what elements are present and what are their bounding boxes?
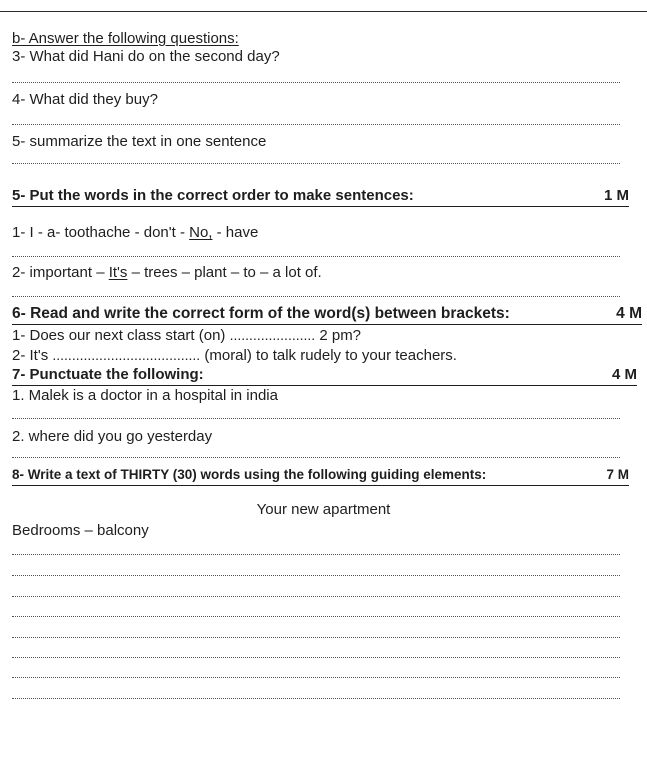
section-6-item-1 bbox=[12, 326, 361, 345]
blank-dots[interactable]: ...................................... bbox=[52, 347, 201, 363]
writing-line[interactable] bbox=[12, 554, 620, 555]
writing-line[interactable] bbox=[12, 596, 620, 597]
section-5-item-1 bbox=[12, 224, 258, 242]
writing-line[interactable] bbox=[12, 616, 620, 617]
section-5-item-2 bbox=[12, 264, 322, 282]
item-1-text: 1- Does our next class start (on) bbox=[12, 327, 230, 344]
item-2-text: 2- It's bbox=[12, 347, 53, 364]
section-6-item-2 bbox=[12, 346, 457, 365]
answer-line-7-1[interactable] bbox=[12, 418, 620, 419]
section-5-heading bbox=[12, 187, 629, 207]
section-7-title: 7- Punctuate the following: bbox=[12, 366, 204, 383]
section-8-title: 8- Write a text of THIRTY (30) words using the following guiding elements: bbox=[12, 467, 487, 482]
page-top-border bbox=[0, 11, 647, 12]
guiding-elements: Bedrooms – balcony bbox=[12, 522, 149, 539]
section-5-mark: 1 M bbox=[603, 187, 629, 204]
question-4: 4- What did they buy? bbox=[12, 91, 158, 108]
answer-line-q4[interactable] bbox=[12, 124, 620, 125]
writing-topic: Your new apartment bbox=[256, 501, 391, 518]
section-7-mark: 4 M bbox=[611, 366, 637, 383]
item-2-text-end: – trees – plant – to – a lot of. bbox=[127, 264, 322, 281]
section-6-mark: 4 M bbox=[616, 305, 642, 322]
item-1-text-end: 2 pm? bbox=[315, 327, 362, 344]
answer-line-5-2[interactable] bbox=[12, 296, 620, 297]
section-b-heading: b- Answer the following questions: bbox=[12, 30, 239, 47]
answer-line-q5[interactable] bbox=[12, 163, 620, 164]
item-2-underlined-word: It's bbox=[108, 264, 128, 281]
answer-line-5-1[interactable] bbox=[12, 256, 620, 257]
writing-line[interactable] bbox=[12, 677, 620, 678]
item-2-text-end: (moral) to talk rudely to your teachers. bbox=[200, 347, 457, 364]
section-6-heading bbox=[12, 305, 642, 325]
writing-line[interactable] bbox=[12, 637, 620, 638]
question-5: 5- summarize the text in one sentence bbox=[12, 133, 267, 150]
section-7-item-1: 1. Malek is a doctor in a hospital in india bbox=[12, 387, 278, 404]
section-8-heading bbox=[12, 466, 629, 486]
item-1-underlined-word: No, bbox=[189, 224, 213, 241]
writing-line[interactable] bbox=[12, 698, 620, 699]
section-8-mark: 7 M bbox=[606, 467, 629, 482]
answer-line-7-2[interactable] bbox=[12, 457, 620, 458]
item-2-text: 2- important – bbox=[12, 264, 109, 281]
writing-line[interactable] bbox=[12, 575, 620, 576]
section-5-title: 5- Put the words in the correct order to make sentences: bbox=[12, 187, 414, 204]
writing-line[interactable] bbox=[12, 657, 620, 658]
blank-dots[interactable]: ...................... bbox=[229, 327, 316, 343]
section-7-heading bbox=[12, 366, 637, 386]
item-1-text: 1- I - a- toothache - don't - bbox=[12, 224, 190, 241]
section-6-title: 6- Read and write the correct form of the word(s) between brackets: bbox=[12, 305, 510, 322]
question-3: 3- What did Hani do on the second day? bbox=[12, 48, 280, 65]
section-7-item-2: 2. where did you go yesterday bbox=[12, 428, 213, 445]
item-1-text-end: - have bbox=[212, 224, 259, 241]
answer-line-q3[interactable] bbox=[12, 82, 620, 83]
